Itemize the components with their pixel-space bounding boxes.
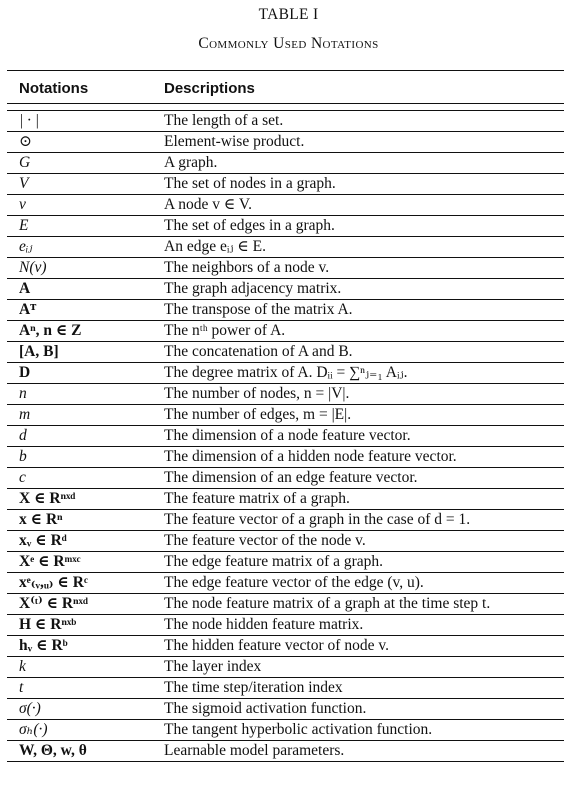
description-cell: The feature vector of a graph in the case of d = 1.: [153, 510, 564, 531]
notation-cell: eᵢⱼ: [7, 237, 153, 258]
description-cell: The tangent hyperbolic activation function.: [153, 720, 564, 741]
notation-cell: xᵥ ∈ Rᵈ: [7, 531, 153, 552]
table-header-row: [7, 71, 564, 104]
table-title: Commonly Used Notations: [198, 35, 379, 52]
notation-cell: m: [7, 405, 153, 426]
description-cell: The dimension of an edge feature vector.: [153, 468, 564, 489]
description-cell: The number of nodes, n = |V|.: [153, 384, 564, 405]
notation-cell: b: [7, 447, 153, 468]
description-cell: The edge feature matrix of a graph.: [153, 552, 564, 573]
table-row: [7, 531, 564, 552]
notation-cell: Aⁿ, n ∈ Z: [7, 321, 153, 342]
description-cell: An edge eᵢⱼ ∈ E.: [153, 237, 564, 258]
notation-cell: | · |: [7, 111, 153, 132]
column-header-notations: Notations: [7, 71, 153, 104]
description-cell: The degree matrix of A. Dᵢᵢ = ∑ⁿⱼ₌₁ Aᵢⱼ.: [153, 363, 564, 384]
table-row: [7, 279, 564, 300]
table-row: [7, 657, 564, 678]
table-row: [7, 132, 564, 153]
notation-cell: σₕ(·): [7, 720, 153, 741]
notation-cell: n: [7, 384, 153, 405]
table-row: [7, 594, 564, 615]
table-row: [7, 678, 564, 699]
notation-cell: c: [7, 468, 153, 489]
description-cell: The transpose of the matrix A.: [153, 300, 564, 321]
table-row: [7, 426, 564, 447]
notation-cell: G: [7, 153, 153, 174]
description-cell: The layer index: [153, 657, 564, 678]
table-row: [7, 153, 564, 174]
notation-cell: hᵥ ∈ Rᵇ: [7, 636, 153, 657]
table-row: [7, 636, 564, 657]
table-row: [7, 384, 564, 405]
table-label: TABLE I: [258, 6, 319, 23]
table-row: [7, 510, 564, 531]
table-row: [7, 174, 564, 195]
notations-table: [7, 70, 564, 762]
notation-cell: xᵉ₍ᵥ,ᵤ₎ ∈ Rᶜ: [7, 573, 153, 594]
notation-cell: k: [7, 657, 153, 678]
notation-cell: Xᵉ ∈ Rᵐˣᶜ: [7, 552, 153, 573]
table-row: [7, 573, 564, 594]
description-cell: The length of a set.: [153, 111, 564, 132]
description-cell: The neighbors of a node v.: [153, 258, 564, 279]
notation-cell: x ∈ Rⁿ: [7, 510, 153, 531]
description-cell: The sigmoid activation function.: [153, 699, 564, 720]
notation-cell: X ∈ Rⁿˣᵈ: [7, 489, 153, 510]
table-row: [7, 489, 564, 510]
description-cell: The time step/iteration index: [153, 678, 564, 699]
description-cell: Element-wise product.: [153, 132, 564, 153]
notation-cell: [A, B]: [7, 342, 153, 363]
table-row: [7, 321, 564, 342]
notation-cell: V: [7, 174, 153, 195]
header-separator: [7, 104, 564, 111]
table-row: [7, 552, 564, 573]
table-row: [7, 237, 564, 258]
column-header-descriptions: Descriptions: [153, 71, 564, 104]
description-cell: The dimension of a hidden node feature vector.: [153, 447, 564, 468]
description-cell: Learnable model parameters.: [153, 741, 564, 762]
table-row: [7, 195, 564, 216]
description-cell: The node feature matrix of a graph at the time step t.: [153, 594, 564, 615]
description-cell: A node v ∈ V.: [153, 195, 564, 216]
table-row: [7, 741, 564, 762]
table-row: [7, 111, 564, 132]
description-cell: The set of nodes in a graph.: [153, 174, 564, 195]
table-row: [7, 258, 564, 279]
description-cell: The number of edges, m = |E|.: [153, 405, 564, 426]
notation-cell: D: [7, 363, 153, 384]
table-row: [7, 447, 564, 468]
notation-cell: E: [7, 216, 153, 237]
table-row: [7, 300, 564, 321]
description-cell: The feature matrix of a graph.: [153, 489, 564, 510]
notation-cell: ⊙: [7, 132, 153, 153]
description-cell: The dimension of a node feature vector.: [153, 426, 564, 447]
table-row: [7, 720, 564, 741]
description-cell: The edge feature vector of the edge (v, u).: [153, 573, 564, 594]
notation-cell: σ(·): [7, 699, 153, 720]
notation-cell: A: [7, 279, 153, 300]
table-body: [7, 111, 564, 762]
table-row: [7, 468, 564, 489]
table-row: [7, 342, 564, 363]
notation-cell: N(v): [7, 258, 153, 279]
table-row: [7, 405, 564, 426]
notation-cell: t: [7, 678, 153, 699]
description-cell: The hidden feature vector of node v.: [153, 636, 564, 657]
description-cell: The nᵗʰ power of A.: [153, 321, 564, 342]
description-cell: The node hidden feature matrix.: [153, 615, 564, 636]
description-cell: The graph adjacency matrix.: [153, 279, 564, 300]
table-row: [7, 216, 564, 237]
notation-cell: W, Θ, w, θ: [7, 741, 153, 762]
description-cell: The feature vector of the node v.: [153, 531, 564, 552]
table-row: [7, 363, 564, 384]
description-cell: The set of edges in a graph.: [153, 216, 564, 237]
table-row: [7, 615, 564, 636]
notation-cell: X⁽ᵗ⁾ ∈ Rⁿˣᵈ: [7, 594, 153, 615]
table-row: [7, 699, 564, 720]
notation-cell: v: [7, 195, 153, 216]
description-cell: A graph.: [153, 153, 564, 174]
description-cell: The concatenation of A and B.: [153, 342, 564, 363]
notation-cell: Aᵀ: [7, 300, 153, 321]
notation-cell: d: [7, 426, 153, 447]
notation-cell: H ∈ Rⁿˣᵇ: [7, 615, 153, 636]
